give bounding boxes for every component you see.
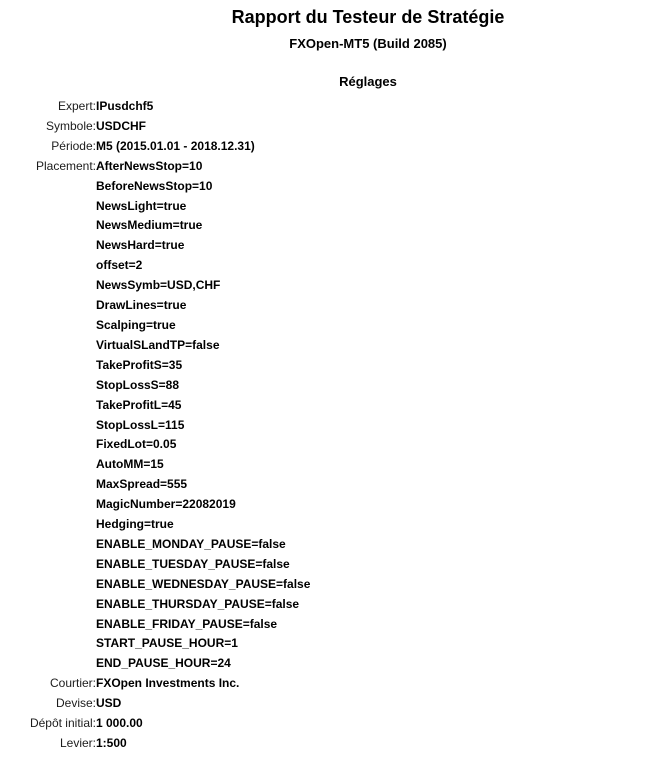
setting-value: DrawLines=true	[96, 298, 187, 313]
settings-row	[0, 575, 647, 595]
setting-label	[0, 634, 96, 654]
settings-row	[0, 256, 647, 276]
setting-label	[0, 236, 96, 256]
settings-row	[0, 396, 647, 416]
setting-value: AutoMM=15	[96, 457, 164, 472]
settings-row	[0, 356, 647, 376]
settings-row	[0, 137, 647, 157]
setting-label	[0, 316, 96, 336]
setting-value: NewsSymb=USD,CHF	[96, 278, 221, 293]
setting-value: ENABLE_FRIDAY_PAUSE=false	[96, 616, 278, 631]
setting-value: M5 (2015.01.01 - 2018.12.31)	[96, 138, 255, 153]
setting-label	[0, 416, 96, 436]
setting-label	[0, 216, 96, 236]
settings-row	[0, 296, 647, 316]
setting-value: TakeProfitL=45	[96, 397, 182, 412]
settings-row	[0, 515, 647, 535]
setting-label	[0, 296, 96, 316]
settings-row	[0, 634, 647, 654]
settings-row	[0, 555, 647, 575]
setting-label	[0, 396, 96, 416]
setting-value: USDCHF	[96, 118, 146, 133]
setting-value: FXOpen Investments Inc.	[96, 676, 240, 691]
setting-label	[0, 475, 96, 495]
setting-value: ENABLE_THURSDAY_PAUSE=false	[96, 596, 300, 611]
setting-value: offset=2	[96, 258, 143, 273]
setting-value: MaxSpread=555	[96, 477, 188, 492]
setting-label	[0, 495, 96, 515]
setting-label: Période:	[51, 138, 96, 153]
setting-value: FixedLot=0.05	[96, 437, 177, 452]
setting-label: Dépôt initial:	[29, 716, 96, 731]
setting-label	[0, 555, 96, 575]
setting-label	[0, 654, 96, 674]
settings-section-title: Réglages	[339, 74, 397, 89]
setting-value: BeforeNewsStop=10	[96, 178, 213, 193]
settings-row	[0, 416, 647, 436]
setting-value: NewsHard=true	[96, 238, 185, 253]
setting-value: 1:500	[96, 736, 127, 750]
settings-row	[0, 376, 647, 396]
setting-label	[0, 177, 96, 197]
settings-row	[0, 197, 647, 217]
setting-value: ENABLE_TUESDAY_PAUSE=false	[96, 556, 290, 571]
setting-value: IPusdchf5	[96, 99, 154, 113]
settings-row	[0, 316, 647, 336]
report-server-build: FXOpen-MT5 (Build 2085)	[289, 36, 447, 51]
settings-row	[0, 495, 647, 515]
settings-row	[0, 97, 647, 117]
setting-value: NewsLight=true	[96, 198, 187, 213]
setting-label	[0, 515, 96, 535]
setting-label: Expert:	[57, 99, 96, 113]
settings-row	[0, 694, 647, 714]
setting-label	[0, 595, 96, 615]
strategy-tester-report	[0, 6, 647, 754]
settings-row	[0, 435, 647, 455]
settings-row	[0, 216, 647, 236]
settings-row	[0, 177, 647, 197]
settings-table	[0, 97, 647, 754]
setting-value: USD	[96, 696, 122, 711]
setting-value: StopLossS=88	[96, 377, 180, 392]
settings-row	[0, 674, 647, 694]
setting-label: Devise:	[55, 696, 96, 711]
setting-label	[0, 276, 96, 296]
setting-value: VirtualSLandTP=false	[96, 337, 220, 352]
settings-table-body	[0, 97, 647, 754]
setting-label	[0, 197, 96, 217]
setting-value: END_PAUSE_HOUR=24	[96, 656, 231, 671]
settings-row	[0, 475, 647, 495]
setting-value: Hedging=true	[96, 517, 174, 532]
setting-label	[0, 356, 96, 376]
setting-label	[0, 575, 96, 595]
setting-label	[0, 615, 96, 635]
setting-label: Placement:	[35, 158, 96, 173]
setting-value: Scalping=true	[96, 317, 176, 332]
setting-value: StopLossL=115	[96, 417, 185, 432]
setting-label	[0, 535, 96, 555]
setting-label: Courtier:	[49, 676, 96, 691]
settings-row	[0, 336, 647, 356]
settings-row	[0, 714, 647, 734]
settings-row	[0, 615, 647, 635]
setting-value: NewsMedium=true	[96, 218, 203, 233]
settings-row	[0, 157, 647, 177]
setting-label	[0, 256, 96, 276]
settings-row	[0, 654, 647, 674]
setting-label	[0, 455, 96, 475]
setting-label	[0, 376, 96, 396]
setting-value: TakeProfitS=35	[96, 357, 183, 372]
settings-row	[0, 734, 647, 754]
setting-value: START_PAUSE_HOUR=1	[96, 636, 238, 651]
setting-value: ENABLE_MONDAY_PAUSE=false	[96, 536, 286, 551]
setting-label	[0, 435, 96, 455]
settings-row	[0, 595, 647, 615]
setting-value: 1 000.00	[96, 716, 143, 731]
setting-label: Symbole:	[45, 118, 96, 133]
setting-value: AfterNewsStop=10	[96, 158, 203, 173]
report-title: Rapport du Testeur de Stratégie	[231, 7, 505, 27]
setting-value: ENABLE_WEDNESDAY_PAUSE=false	[96, 576, 311, 591]
settings-row	[0, 117, 647, 137]
settings-row	[0, 236, 647, 256]
settings-row	[0, 455, 647, 475]
setting-label	[0, 336, 96, 356]
setting-value: MagicNumber=22082019	[96, 497, 236, 512]
settings-row	[0, 535, 647, 555]
settings-row	[0, 276, 647, 296]
setting-label: Levier:	[59, 736, 96, 750]
